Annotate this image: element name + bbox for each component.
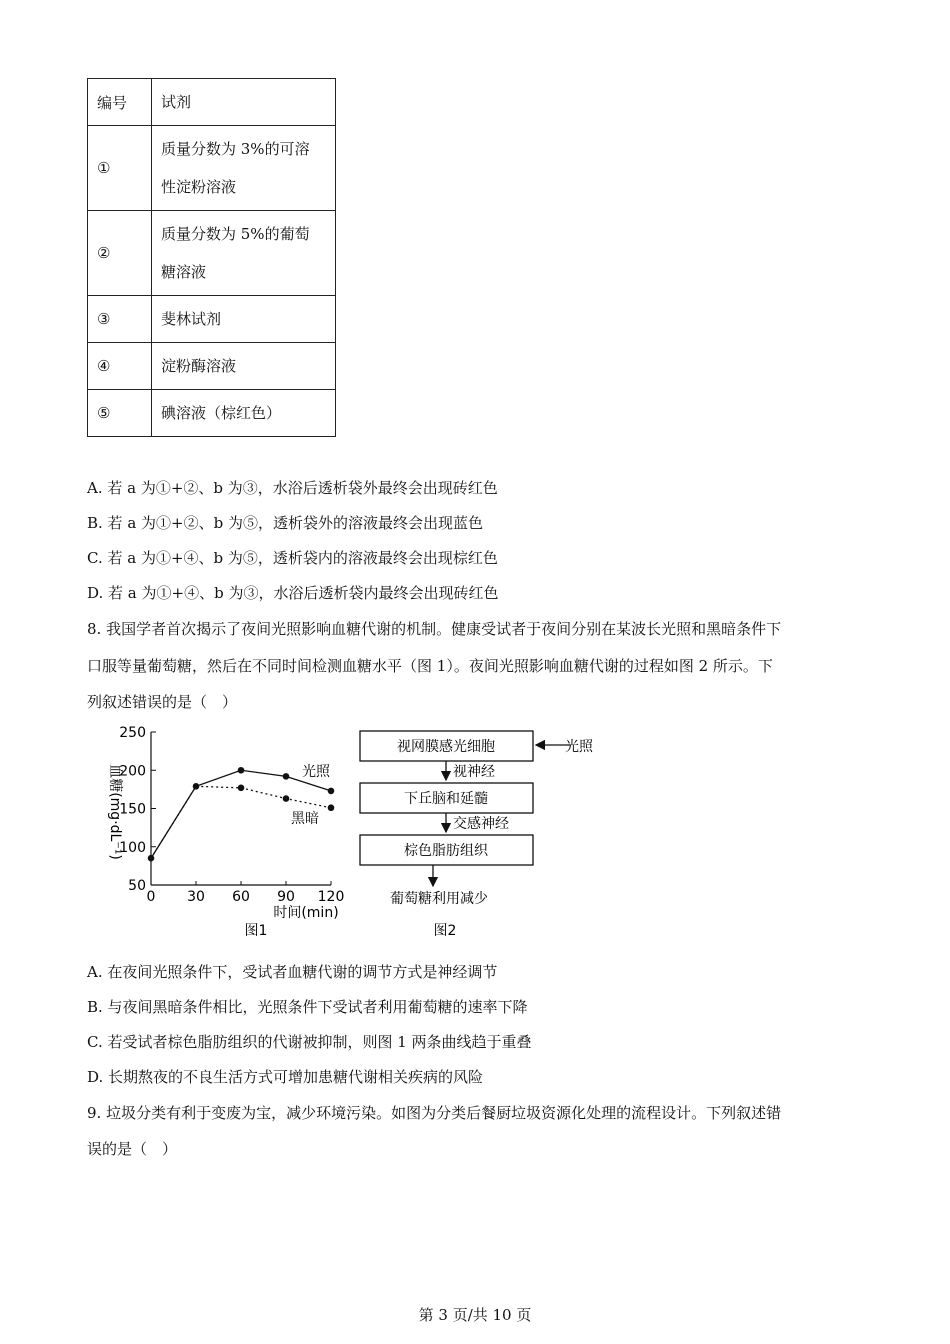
table-row [88, 211, 336, 296]
q9-stem-line: 误的是（ ） [87, 1140, 178, 1158]
data-point [238, 785, 245, 792]
data-point [328, 788, 335, 795]
table-header-cell: 编号 [88, 79, 152, 126]
table-row [88, 126, 336, 211]
y-tick-label: 250 [119, 725, 146, 741]
flow-result-label: 葡萄糖利用减少 [390, 891, 488, 907]
data-point [328, 804, 335, 811]
q7-option-d: D. 若 a 为①+④、b 为③，水浴后透析袋内最终会出现砖红色 [87, 584, 499, 602]
figure-1-caption: 图1 [244, 923, 268, 939]
data-point [238, 767, 245, 774]
q8-option-a: A. 在夜间光照条件下，受试者血糖代谢的调节方式是神经调节 [87, 963, 498, 981]
q7-option-c: C. 若 a 为①+④、b 为⑤，透析袋内的溶液最终会出现棕红色 [87, 549, 498, 567]
y-tick-label: 100 [119, 839, 146, 856]
flow-arrow-2-label: 交感神经 [453, 816, 509, 832]
table-cell-reagent: 碘溶液（棕红色） [152, 390, 336, 437]
y-tick-label: 50 [128, 878, 146, 894]
reagent-table [87, 78, 336, 437]
reagent-line: 糖溶液 [161, 263, 207, 281]
table-header-row [88, 79, 336, 126]
series-label-dark: 黑暗 [291, 811, 319, 827]
table-header-cell: 试剂 [152, 79, 336, 126]
flow-input-label: 光照 [565, 739, 593, 755]
page-footer: 第 3 页/共 10 页 [418, 1306, 532, 1324]
table-cell-num: ③ [88, 296, 152, 343]
flow-box-hypothalamus-label: 下丘脑和延髓 [404, 791, 488, 807]
reagent-line: 性淀粉溶液 [161, 178, 237, 196]
q7-option-b: B. 若 a 为①+②、b 为⑤，透析袋外的溶液最终会出现蓝色 [87, 514, 483, 532]
table-cell-reagent: 斐林试剂 [152, 296, 336, 343]
data-point [283, 773, 290, 780]
y-tick-label: 200 [119, 763, 146, 780]
q8-option-c: C. 若受试者棕色脂肪组织的代谢被抑制，则图 1 两条曲线趋于重叠 [87, 1033, 532, 1051]
x-tick-label: 120 [317, 889, 345, 905]
data-point [193, 783, 200, 790]
reagent-line: 质量分数为 3%的可溶 [161, 140, 310, 158]
q8-option-b: B. 与夜间黑暗条件相比，光照条件下受试者利用葡萄糖的速率下降 [87, 998, 528, 1016]
q8-stem-line: 口服等量葡萄糖，然后在不同时间检测血糖水平（图 1）。夜间光照影响血糖代谢的过程如图 2 所示。下 [87, 657, 773, 675]
series-label-light: 光照 [302, 764, 330, 780]
mechanism-flowchart [355, 728, 615, 945]
table-cell-reagent [152, 211, 336, 296]
q9-stem-line: 9. 垃圾分类有利于变废为宝，减少环境污染。如图为分类后餐厨垃圾资源化处理的流程设计。下列叙述错 [87, 1104, 782, 1122]
table-cell-num: ⑤ [88, 390, 152, 437]
q8-option-d: D. 长期熬夜的不良生活方式可增加患糖代谢相关疾病的风险 [87, 1068, 484, 1086]
table-row [88, 296, 336, 343]
figure-2-caption: 图2 [433, 923, 457, 939]
x-axis-label: 时间(min) [273, 905, 339, 921]
x-tick-label: 30 [187, 889, 205, 905]
table-cell-num: ④ [88, 343, 152, 390]
blood-glucose-chart [95, 720, 365, 945]
y-axis-label: 血糖(mg·dL⁻¹) [107, 764, 123, 860]
x-tick-label: 60 [232, 889, 250, 905]
table-cell-num: ② [88, 211, 152, 296]
x-tick-label: 0 [146, 889, 156, 905]
flow-box-brown-fat-label: 棕色脂肪组织 [404, 843, 488, 859]
q8-stem-line: 列叙述错误的是（ ） [87, 693, 238, 711]
table-cell-reagent: 淀粉酶溶液 [152, 343, 336, 390]
x-tick-label: 90 [277, 889, 295, 905]
data-point [283, 795, 290, 802]
q8-stem-line: 8. 我国学者首次揭示了夜间光照影响血糖代谢的机制。健康受试者于夜间分别在某波长光照和黑暗条件下 [87, 620, 782, 638]
table-row [88, 343, 336, 390]
table-row [88, 390, 336, 437]
flow-arrow-1-label: 视神经 [453, 764, 495, 780]
table-cell-reagent [152, 126, 336, 211]
reagent-line: 质量分数为 5%的葡萄 [161, 225, 310, 243]
q7-option-a: A. 若 a 为①+②、b 为③，水浴后透析袋外最终会出现砖红色 [87, 479, 498, 497]
table-cell-num: ① [88, 126, 152, 211]
flow-box-retina-label: 视网膜感光细胞 [397, 739, 495, 755]
data-point [148, 855, 155, 862]
y-tick-label: 150 [119, 801, 146, 818]
